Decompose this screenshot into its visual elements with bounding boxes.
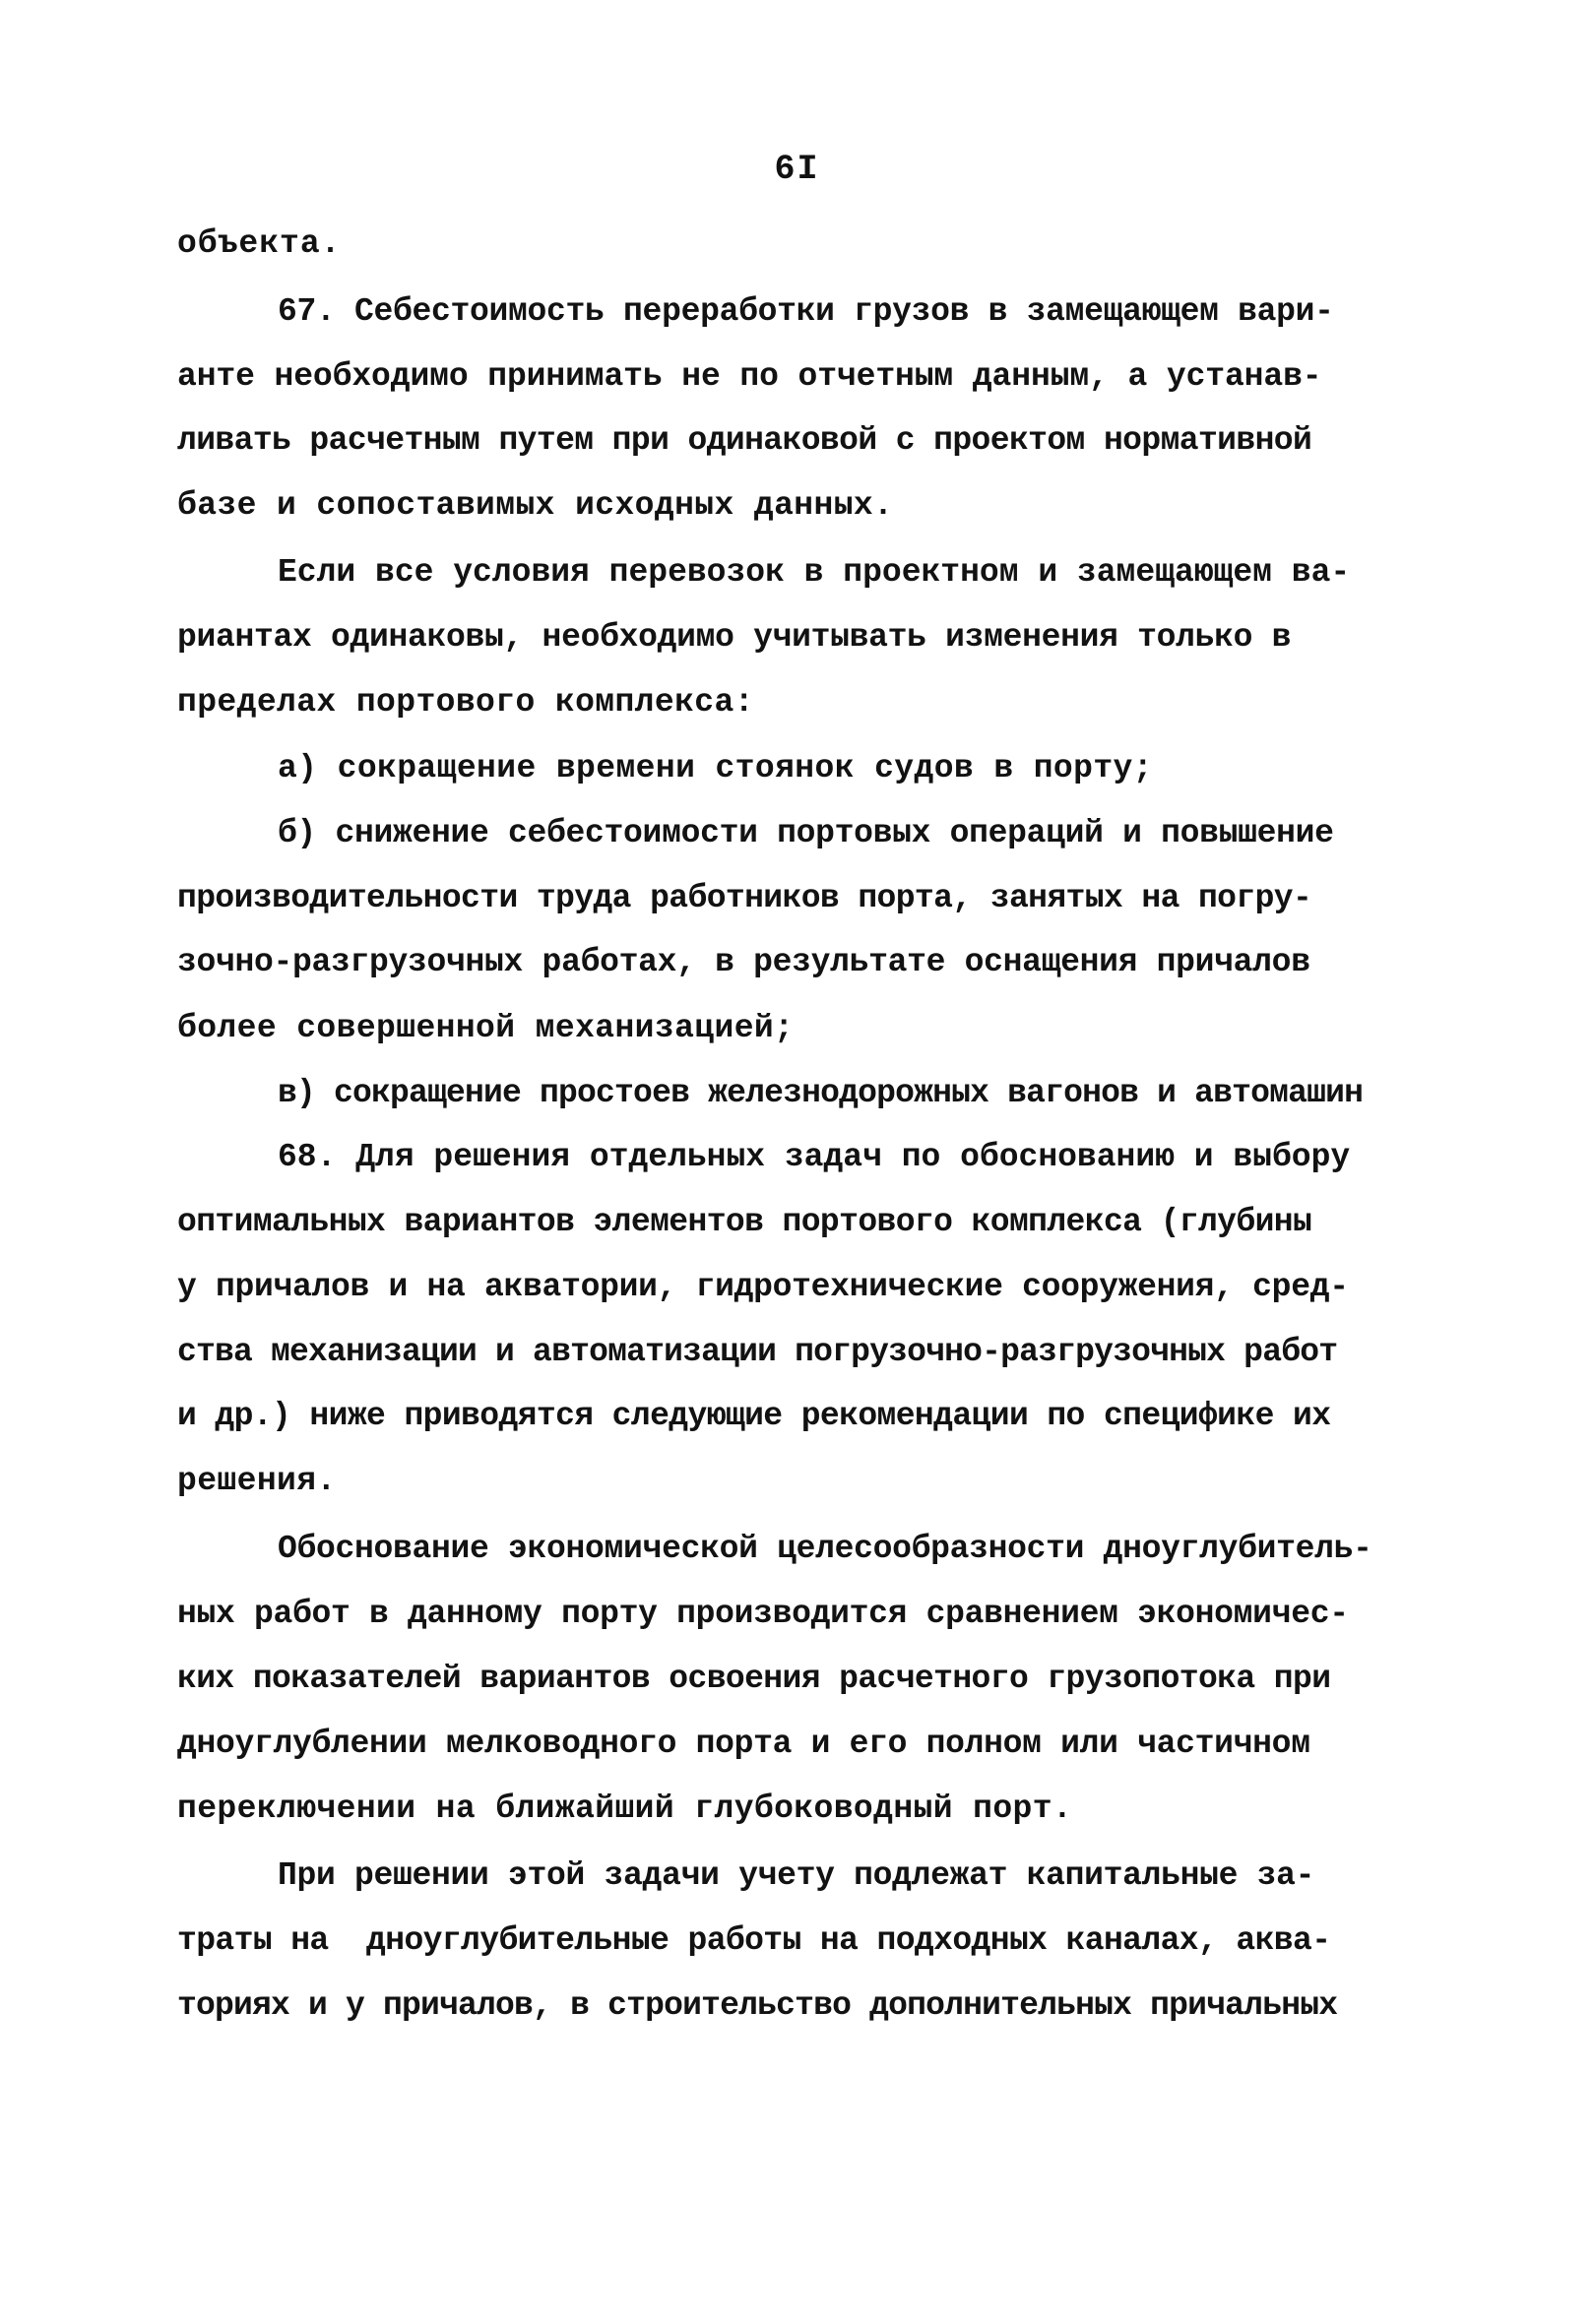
text-line: При решении этой задачи учету подлежат капитальные за- bbox=[278, 1857, 1315, 1894]
paragraph-68-line: 68. Для решения отдельных задач по обоснованию и выбору bbox=[278, 1139, 1351, 1175]
text-line: траты на дноуглубительные работы на подходных каналах, аква- bbox=[177, 1922, 1331, 1959]
text-line: объекта. bbox=[177, 225, 342, 262]
text-line: пределах портового комплекса: bbox=[177, 684, 754, 721]
text-line: ливать расчетным путем при одинаковой с проектом нормативной bbox=[177, 422, 1312, 459]
text-line: ства механизации и автоматизации погрузочно-разгрузочных работ bbox=[177, 1334, 1338, 1370]
paragraph-67-line: 67. Себестоимость переработки грузов в замещающем вари- bbox=[278, 293, 1334, 330]
text-line: более совершенной механизацией; bbox=[177, 1010, 795, 1046]
text-line: Если все условия перевозок в проектном и замещающем ва- bbox=[278, 554, 1351, 591]
list-item-c: в) сокращение простоев железнодорожных вагонов и автомашин bbox=[278, 1075, 1364, 1111]
text-line: ториях и у причалов, в строительство дополнительных причальных bbox=[177, 1987, 1338, 2024]
text-line: базе и сопоставимых исходных данных. bbox=[177, 487, 894, 524]
text-line: ких показателей вариантов освоения расчетного грузопотока при bbox=[177, 1661, 1331, 1697]
text-line: ных работ в данному порту производится сравнением экономичес- bbox=[177, 1596, 1349, 1632]
list-item-b: б) снижение себестоимости портовых операций и повышение bbox=[278, 815, 1334, 851]
text-line: у причалов и на акватории, гидротехнические сооружения, сред- bbox=[177, 1269, 1349, 1305]
text-line: и др.) ниже приводятся следующие рекомендации по специфике их bbox=[177, 1398, 1331, 1434]
text-line: решения. bbox=[177, 1463, 337, 1499]
page-number: 6I bbox=[774, 150, 820, 189]
text-line: Обоснование экономической целесообразности дноуглубитель- bbox=[278, 1531, 1372, 1567]
list-item-a: а) сокращение времени стоянок судов в порту; bbox=[278, 750, 1153, 786]
text-line: оптимальных вариантов элементов портового комплекса (глубины bbox=[177, 1204, 1312, 1240]
text-line: риантах одинаковы, необходимо учитывать изменения только в bbox=[177, 619, 1292, 656]
text-line: переключении на ближайший глубоководный порт. bbox=[177, 1790, 1073, 1827]
text-line: анте необходимо принимать не по отчетным данным, а устанав- bbox=[177, 358, 1322, 395]
text-line: дноуглублении мелководного порта и его полном или частичном bbox=[177, 1726, 1310, 1762]
text-line: зочно-разгрузочных работах, в результате оснащения причалов bbox=[177, 944, 1310, 980]
text-line: производительности труда работников порта, занятых на погру- bbox=[177, 880, 1312, 916]
